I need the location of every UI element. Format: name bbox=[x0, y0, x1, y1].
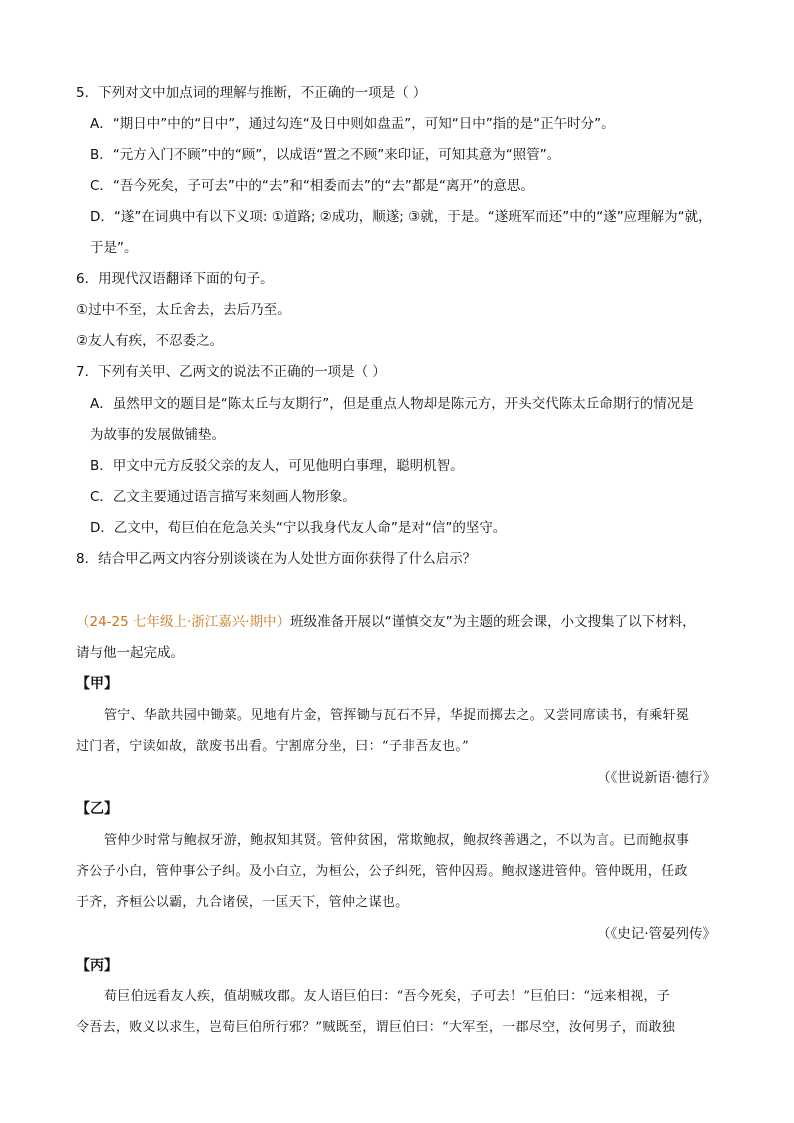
question-7-option-c: C．乙文主要通过语言描写来刻画人物形象。 bbox=[90, 489, 356, 505]
passage-jia-label: 【甲】 bbox=[76, 676, 118, 692]
question-7-option-a-continued: 为故事的发展做铺垫。 bbox=[90, 427, 225, 443]
question-5-option-b: B．“元方入门不顾”中的“顾”，以成语“置之不顾”来印证，可知其意为“照管”。 bbox=[90, 147, 561, 163]
question-5-option-d: D．“遂”在词典中有以下义项: ①道路; ②成功，顺遂; ③就，于是。“遂班军而还”中的“遂”应理解为“就， bbox=[90, 209, 712, 225]
section-intro-text: 班级准备开展以“谨慎交友”为主题的班会课，小文搜集了以下材料， bbox=[290, 614, 696, 630]
question-5-stem: 5．下列对文中加点词的理解与推断，不正确的一项是（ ） bbox=[76, 85, 427, 101]
passage-yi-line-3: 于齐，齐桓公以霸，九合诸侯，一匡天下，管仲之谋也。 bbox=[76, 895, 409, 910]
question-7-option-a: A．虽然甲文的题目是“陈太丘与友期行”，但是重点人物却是陈元方，开头交代陈太丘命期行的情况是 bbox=[90, 396, 694, 412]
passage-jia-line-2: 过门者，宁读如故，歆废书出看。宁割席分坐，曰：“子非吾友也。” bbox=[76, 739, 470, 754]
passage-jia-line-1: 管宁、华歆共园中锄菜。见地有片金，管挥锄与瓦石不异，华捉而掷去之。又尝同席读书，有乘轩冕 bbox=[104, 708, 690, 723]
question-6-sentence-2: ②友人有疾，不忍委之。 bbox=[76, 333, 224, 349]
question-7-option-d: D．乙文中，荀巨伯在危急关头“宁以我身代友人命”是对“信”的坚守。 bbox=[90, 520, 507, 536]
passage-yi-line-2: 齐公子小白，管仲事公子纠。及小白立，为桓公，公子纠死，管仲囚焉。鲍叔遂进管仲。管仲既用，任政 bbox=[76, 864, 688, 879]
passage-bing-line-1: 荀巨伯远看友人疾，值胡贼攻郡。友人语巨伯曰：“吾今死矣，子可去！”巨伯曰：“远来相视，子 bbox=[104, 989, 671, 1004]
section-intro bbox=[76, 612, 696, 632]
passage-bing-line-2: 令吾去，败义以求生，岂荀巨伯所行邪？”贼既至，谓巨伯曰：“大军至，一郡尽空，汝何男子，而敢独 bbox=[76, 1020, 676, 1035]
section-intro-continued: 请与他一起完成。 bbox=[76, 645, 184, 661]
passage-bing-label: 【丙】 bbox=[76, 958, 118, 974]
question-5-option-a: A．“期日中”中的“日中”，通过勾连“及日中则如盘盂”，可知“日中”指的是“正午时分”。 bbox=[90, 116, 615, 132]
source-tag: （24-25 七年级上·浙江嘉兴·期中） bbox=[76, 614, 291, 630]
passage-yi-label: 【乙】 bbox=[76, 801, 118, 817]
passage-jia-source: （《世说新语·德行》 bbox=[596, 770, 716, 786]
passage-yi-source: （《史记·管晏列传》 bbox=[596, 926, 716, 942]
question-7-stem: 7．下列有关甲、乙两文的说法不正确的一项是（ ） bbox=[76, 364, 386, 380]
question-8-stem: 8．结合甲乙两文内容分别谈谈在为人处世方面你获得了什么启示？ bbox=[76, 551, 477, 567]
question-7-option-b: B．甲文中元方反驳父亲的友人，可见他明白事理，聪明机智。 bbox=[90, 458, 464, 474]
question-5-option-c: C．“吾今死矣，子可去”中的“去”和“相委而去”的“去”都是“离开”的意思。 bbox=[90, 178, 534, 194]
passage-yi-line-1: 管仲少时常与鲍叔牙游，鲍叔知其贤。管仲贫困，常欺鲍叔，鲍叔终善遇之，不以为言。已而鲍叔事 bbox=[104, 833, 690, 848]
question-6-stem: 6．用现代汉语翻译下面的句子。 bbox=[76, 271, 274, 287]
question-6-sentence-1: ①过中不至，太丘舍去，去后乃至。 bbox=[76, 302, 291, 318]
question-5-option-d-continued: 于是”。 bbox=[90, 240, 138, 256]
